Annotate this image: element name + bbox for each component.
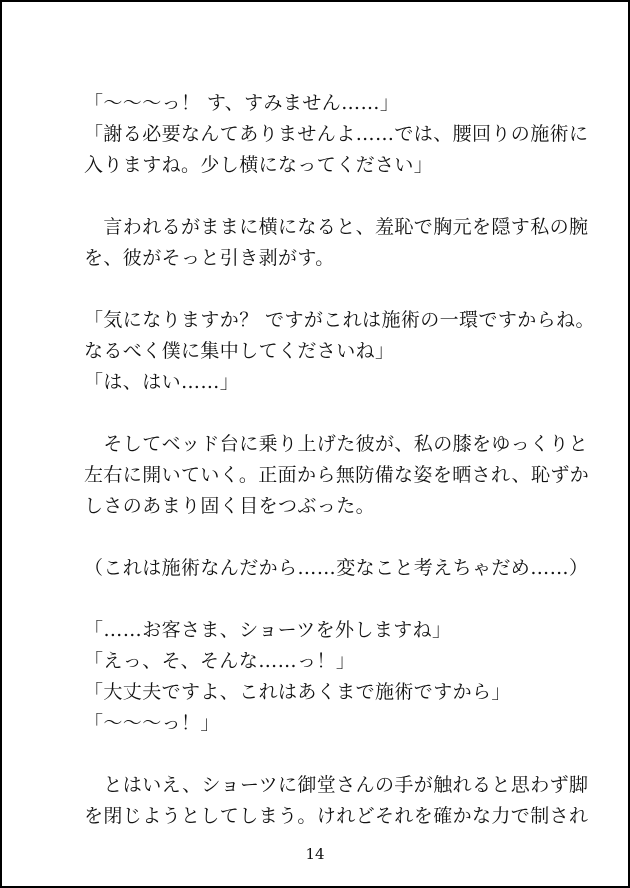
text-line: そしてベッド台に乗り上げた彼が、私の膝をゆっくりと [84,433,589,455]
text-line: とはいえ、ショーツに御堂さんの手が触れると思わず脚 [84,774,589,796]
blank-line [84,398,559,429]
text-line: （これは施術なんだから……変なこと考えちゃだめ……） [84,557,589,579]
blank-line [84,739,559,770]
text-line: 「は、はい……」 [84,371,240,393]
blank-line [84,274,559,305]
text-line: 「大丈夫ですよ、これはあくまで施術ですから」 [84,681,511,703]
text-line: 「謝る必要なんてありませんよ……では、腰回りの施術に [84,123,589,145]
blank-line [84,584,559,615]
blank-line [84,522,559,553]
text-line: を、彼がそっと引き剥がす。 [84,247,335,269]
text-line: 「……お客さま、ショーツを外しますね」 [84,619,452,641]
text-line: なるべく僕に集中してくださいね」 [84,340,395,362]
page-number: 14 [305,845,325,863]
blank-line [84,181,559,212]
text-line: 「〜〜〜っ！ す、すみません……」 [84,92,400,114]
text-line: 「気になりますか？ ですがこれは施術の一環ですからね。 [84,309,595,331]
text-line: しさのあまり固く目をつぶった。 [84,495,376,517]
text-line: 「えっ、そ、そんな……っ！」 [84,650,356,672]
text-line: を閉じようとしてしまう。けれどそれを確かな力で制され [84,805,589,827]
text-line: 「〜〜〜っ！」 [84,712,220,734]
text-line: 入りますね。少し横になってください」 [84,154,434,176]
text-line: 左右に開いていく。正面から無防備な姿を晒され、恥ずか [84,464,590,486]
body-text [84,88,595,832]
text-line: 言われるがままに横になると、羞恥で胸元を隠す私の腕 [84,216,589,238]
